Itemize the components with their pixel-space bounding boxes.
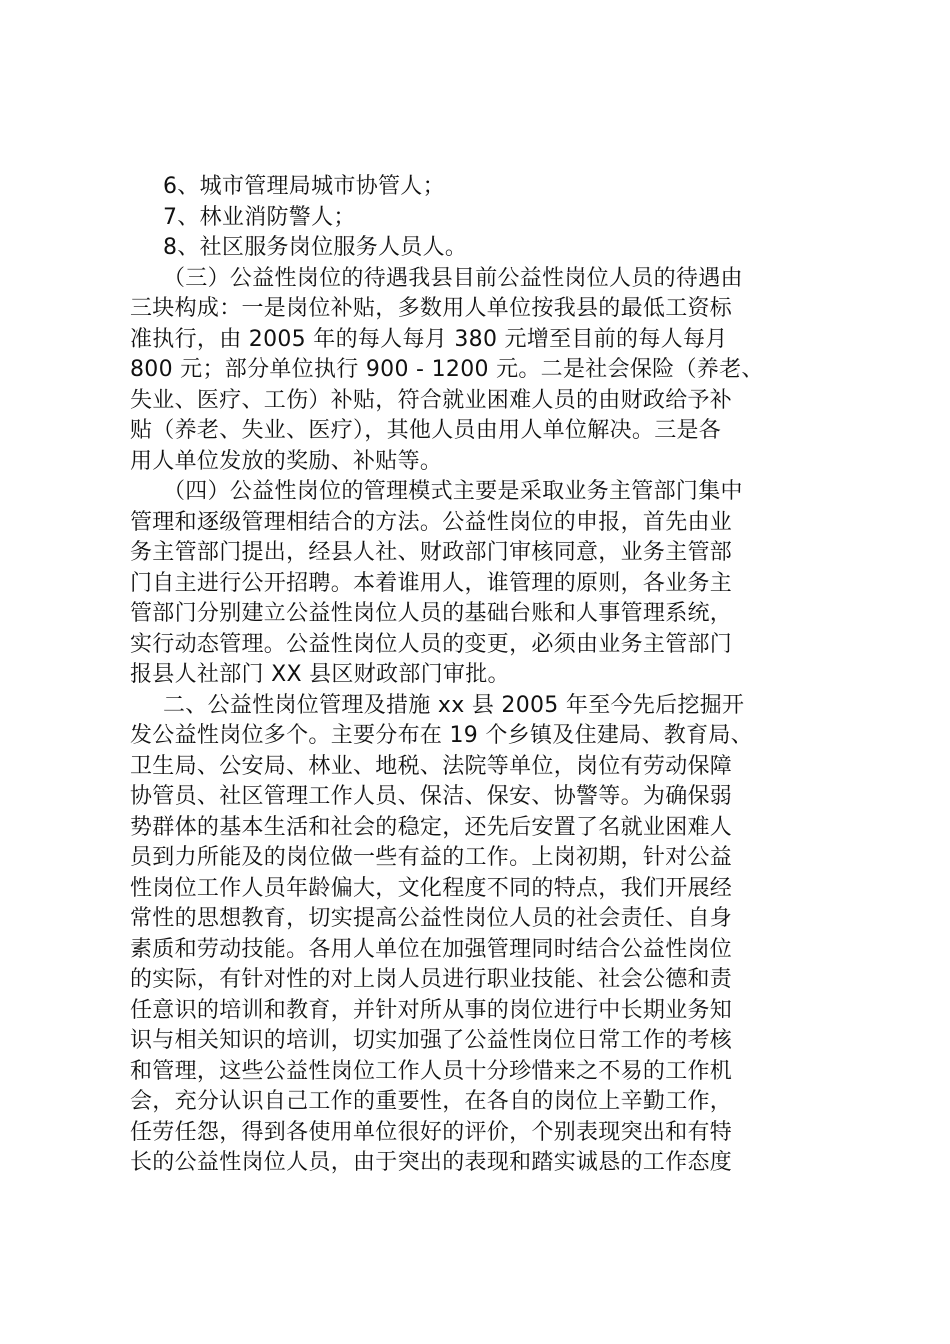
paragraph-benefits xyxy=(130,264,835,478)
paragraph-line: 员到力所能及的岗位做一些有益的工作。上岗初期，针对公益 xyxy=(130,845,733,870)
paragraph-line: 性岗位工作人员年龄偏大，文化程度不同的特点，我们开展经 xyxy=(130,875,733,901)
paragraph-line: 贴（养老、失业、医疗），其他人员由用人单位解决。三是各 xyxy=(130,418,722,443)
paragraph-line: 识与相关知识的培训，切实加强了公益性岗位日常工作的考核 xyxy=(130,1028,733,1053)
paragraph-line: （四）公益性岗位的管理模式主要是采取业务主管部门集中 xyxy=(163,479,743,504)
paragraph-line: （三）公益性岗位的待遇我县目前公益性岗位人员的待遇由 xyxy=(163,265,743,291)
paragraph-line: 势群体的基本生活和社会的稳定，还先后安置了名就业困难人 xyxy=(130,814,733,840)
paragraph-line: 常性的思想教育，切实提高公益性岗位人员的社会责任、自身 xyxy=(130,906,733,931)
paragraph-management-mode xyxy=(130,477,835,691)
paragraph-line: 发公益性岗位多个。主要分布在 19 个乡镇及住建局、教育局、 xyxy=(130,723,753,748)
document-body xyxy=(130,172,835,1179)
paragraph-line: 和管理，这些公益性岗位工作人员十分珍惜来之不易的工作机 xyxy=(130,1058,733,1084)
paragraph-line: 管部门分别建立公益性岗位人员的基础台账和人事管理系统， xyxy=(130,601,733,626)
paragraph-line: 800 元；部分单位执行 900 - 1200 元。二是社会保险（养老、 xyxy=(130,357,764,382)
paragraph-line: 的实际，有针对性的对上岗人员进行职业技能、社会公德和责 xyxy=(130,967,733,992)
paragraph-line: 会，充分认识自己工作的重要性，在各自的岗位上辛勤工作， xyxy=(130,1089,733,1114)
paragraph-line: 协管员、社区管理工作人员、保洁、保安、协警等。为确保弱 xyxy=(130,784,733,809)
list-item: 6、城市管理局城市协管人； xyxy=(163,174,445,199)
paragraph-line: 任劳任怨，得到各使用单位很好的评价，个别表现突出和有特 xyxy=(130,1119,733,1145)
paragraph-line: 报县人社部门 XX 县区财政部门审批。 xyxy=(130,662,510,687)
paragraph-line: 用人单位发放的奖励、补贴等。 xyxy=(130,448,443,474)
paragraph-line: 实行动态管理。公益性岗位人员的变更，必须由业务主管部门 xyxy=(130,631,733,657)
paragraph-line: 卫生局、公安局、林业、地税、法院等单位，岗位有劳动保障 xyxy=(130,753,733,779)
list-item: 7、林业消防警人； xyxy=(163,204,356,230)
paragraph-line: 务主管部门提出，经县人社、财政部门审核同意，业务主管部 xyxy=(130,540,733,565)
list-item: 8、社区服务岗位服务人员人。 xyxy=(163,235,468,260)
paragraph-line: 任意识的培训和教育，并针对所从事的岗位进行中长期业务知 xyxy=(130,997,733,1023)
paragraph-measures xyxy=(130,691,835,1179)
paragraph-line: 二、公益性岗位管理及措施 xx 县 2005 年至今先后挖掘开 xyxy=(163,692,745,718)
paragraph-line: 准执行，由 2005 年的每人每月 380 元增至目前的每人每月 xyxy=(130,326,728,352)
paragraph-line: 管理和逐级管理相结合的方法。公益性岗位的申报，首先由业 xyxy=(130,509,733,535)
paragraph-line: 失业、医疗、工伤）补贴，符合就业困难人员的由财政给予补 xyxy=(130,387,733,413)
paragraph-line: 三块构成：一是岗位补贴，多数用人单位按我县的最低工资标 xyxy=(130,296,733,321)
paragraph-line: 长的公益性岗位人员，由于突出的表现和踏实诚恳的工作态度 xyxy=(130,1150,733,1175)
paragraph-line: 素质和劳动技能。各用人单位在加强管理同时结合公益性岗位 xyxy=(130,936,733,962)
paragraph-line: 门自主进行公开招聘。本着谁用人，谁管理的原则，各业务主 xyxy=(130,570,733,596)
